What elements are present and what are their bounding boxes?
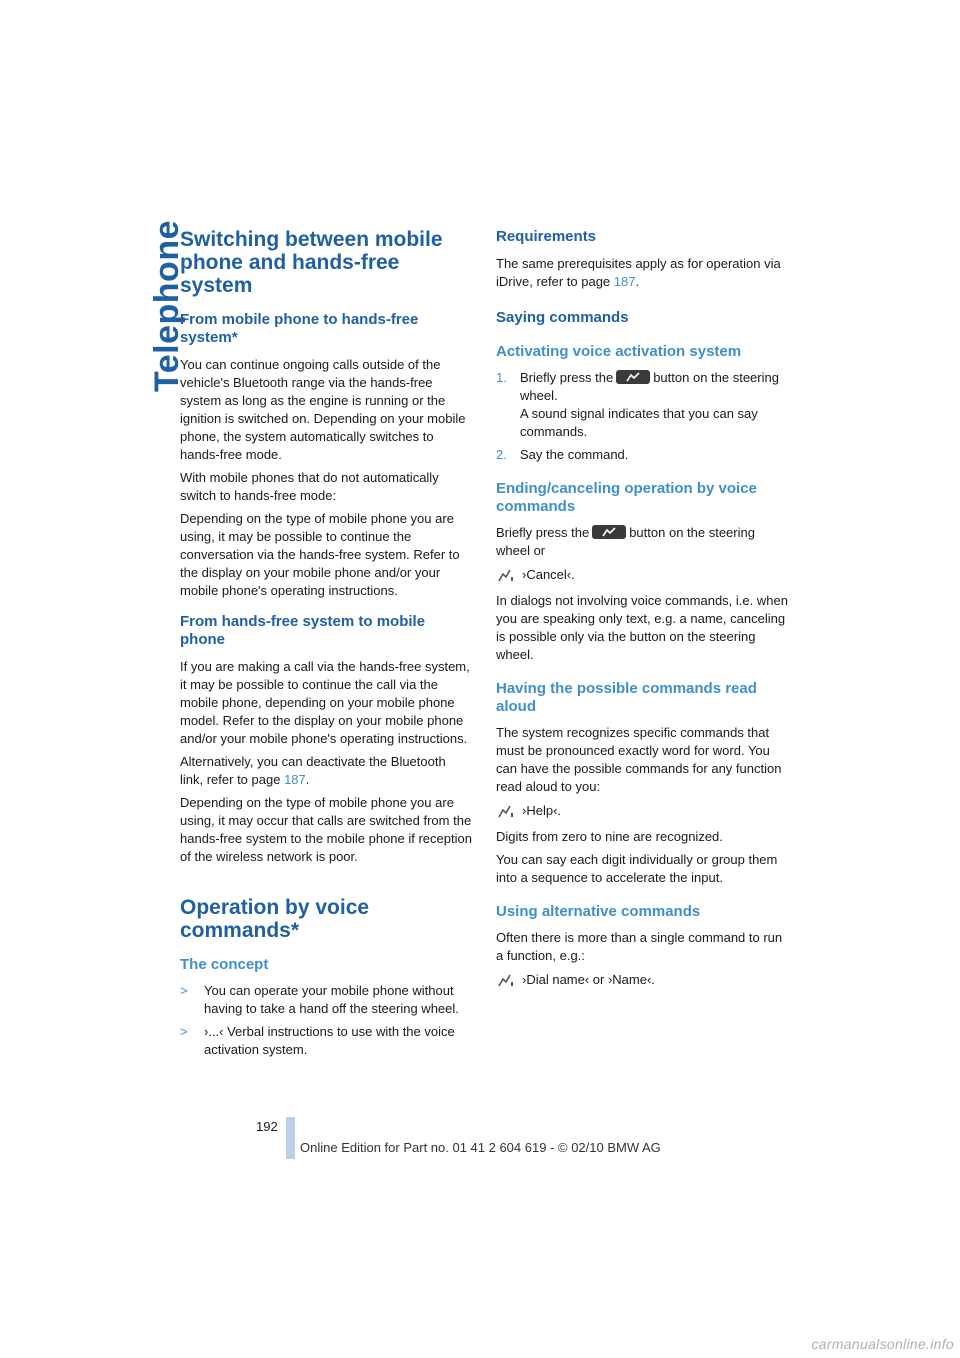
heading-handsfree-to-mobile: From hands-free system to mobile phone <box>180 613 426 648</box>
voice-command: ›Help‹. <box>496 802 792 820</box>
voice-command-icon <box>498 805 514 819</box>
heading-alternative: Using alternative commands <box>496 903 701 920</box>
heading-activating: Activating voice activation system <box>496 343 742 360</box>
heading-concept: The concept <box>180 956 269 973</box>
section-tab <box>112 220 186 392</box>
paragraph-poor-reception: Depending on the type of mobile phone you are using, it may occur that calls are switched from the hands-free system to the mobile phone if reception of the wireless network is poor. <box>180 795 472 864</box>
list-item: > You can operate your mobile phone without having to take a hand off the steering wheel. <box>180 983 459 1016</box>
paragraph-ending: Briefly press the button on the steering wheel or <box>496 525 755 558</box>
page-link-187[interactable]: 187 <box>284 772 306 787</box>
talk-button-icon <box>592 525 626 539</box>
heading-voice-operation: Operation by voice commands* <box>180 896 370 942</box>
talk-button-icon <box>616 370 650 384</box>
page-link-187[interactable]: 187 <box>613 274 636 289</box>
paragraph-requirements: The same prerequisites apply as for operation via iDrive, refer to page 187. <box>496 256 781 289</box>
paragraph-often: Often there is more than a single command to run a function, e.g.: <box>496 930 783 963</box>
paragraph-continue-conversation: Depending on the type of mobile phone you are using, it may be possible to continue the conversation via the hands-free system. Refer to the display on your mobile phone and/or your mobile phone's operating instructions. <box>180 511 460 598</box>
paragraph-making-call: If you are making a call via the hands-free system, it may be possible to continue the call via the mobile phone, depending on your mobile phone model. Refer to the display on your mobile phone and/or your mobile phone's operating instructions. <box>180 659 470 746</box>
heading-ending: Ending/canceling operation by voice commands <box>496 480 757 515</box>
list-item: 1. Briefly press the button on the steering wheel. A sound signal indicates that you can say commands. <box>496 370 779 439</box>
watermark: carmanualsonline.info <box>811 1336 954 1352</box>
heading-mobile-to-handsfree: From mobile phone to hands-free system* <box>180 311 419 346</box>
paragraph-digits: Digits from zero to nine are recognized. <box>496 829 723 844</box>
section-tab-label: Telephone <box>148 220 186 392</box>
heading-saying-commands: Saying commands <box>496 309 629 326</box>
list-item: 2. Say the command. <box>496 447 629 462</box>
voice-command-icon <box>498 974 514 988</box>
heading-requirements: Requirements <box>496 228 597 245</box>
left-column <box>180 228 472 1064</box>
paragraph-dialogs: In dialogs not involving voice commands, i.e. when you are speaking only text, e.g. a name, canceling is possible only via the button on the steering wheel. <box>496 593 788 662</box>
heading-switching: Switching between mobile phone and hands-free system <box>180 228 443 297</box>
edition-note: Online Edition for Part no. 01 41 2 604 619 - © 02/10 BMW AG <box>300 1140 661 1155</box>
list-item: > ›...‹ Verbal instructions to use with the voice activation system. <box>180 1024 455 1057</box>
heading-read-aloud: Having the possible commands read aloud <box>496 680 757 715</box>
paragraph-deactivate-bluetooth: Alternatively, you can deactivate the Bluetooth link, refer to page 187. <box>180 754 446 787</box>
paragraph-group: You can say each digit individually or group them into a sequence to accelerate the input. <box>496 852 778 885</box>
right-column <box>496 228 792 997</box>
footer-accent-bar <box>286 1117 295 1159</box>
paragraph-continue-calls: You can continue ongoing calls outside of the vehicle's Bluetooth range via the hands-free system as long as the engine is running or the ignition is switched on. Depending on your mobile phone, the system automatically switches to hands-free mode. <box>180 357 466 462</box>
paragraph-recognizes: The system recognizes specific commands that must be pronounced exactly word for word. You can have the possible commands for any function read aloud to you: <box>496 725 782 794</box>
voice-command: ›Dial name‹ or ›Name‹. <box>496 971 792 989</box>
voice-command-icon <box>498 569 514 583</box>
voice-command: ›Cancel‹. <box>496 566 792 584</box>
page-number: 192 <box>256 1119 278 1134</box>
paragraph-not-automatic: With mobile phones that do not automatically switch to hands-free mode: <box>180 470 439 503</box>
